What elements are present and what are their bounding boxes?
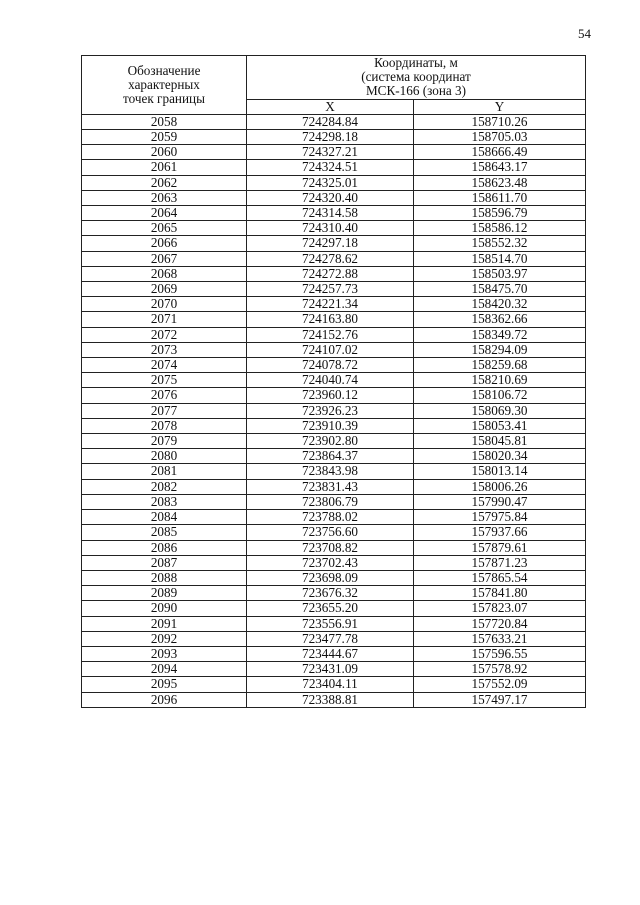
x-cell: 723708.82 [247, 540, 414, 555]
table-row [82, 449, 586, 464]
x-cell: 724297.18 [247, 236, 414, 251]
table-row [82, 403, 586, 418]
point-cell: 2082 [82, 479, 247, 494]
point-cell: 2066 [82, 236, 247, 251]
table-row [82, 494, 586, 509]
table-row [82, 677, 586, 692]
point-cell: 2083 [82, 494, 247, 509]
table-row [82, 631, 586, 646]
y-cell: 158069.30 [414, 403, 586, 418]
table-row [82, 525, 586, 540]
x-cell: 723831.43 [247, 479, 414, 494]
y-cell: 158349.72 [414, 327, 586, 342]
table-row [82, 327, 586, 342]
y-cell: 157596.55 [414, 646, 586, 661]
x-cell: 723388.81 [247, 692, 414, 707]
x-cell: 723676.32 [247, 586, 414, 601]
point-cell: 2078 [82, 418, 247, 433]
x-column-header: X [247, 99, 414, 114]
table-row [82, 373, 586, 388]
y-cell: 158710.26 [414, 114, 586, 129]
point-cell: 2084 [82, 510, 247, 525]
y-cell: 157823.07 [414, 601, 586, 616]
y-cell: 158475.70 [414, 282, 586, 297]
y-cell: 157990.47 [414, 494, 586, 509]
y-cell: 158623.48 [414, 175, 586, 190]
table-row [82, 586, 586, 601]
table-row [82, 616, 586, 631]
y-cell: 157552.09 [414, 677, 586, 692]
table-row [82, 221, 586, 236]
x-cell: 723444.67 [247, 646, 414, 661]
point-cell: 2081 [82, 464, 247, 479]
y-cell: 157865.54 [414, 570, 586, 585]
y-cell: 158259.68 [414, 358, 586, 373]
y-cell: 158362.66 [414, 312, 586, 327]
table-row [82, 692, 586, 707]
table-row [82, 464, 586, 479]
table-row [82, 114, 586, 129]
y-cell: 158210.69 [414, 373, 586, 388]
x-cell: 724310.40 [247, 221, 414, 236]
point-cell: 2072 [82, 327, 247, 342]
point-cell: 2060 [82, 145, 247, 160]
y-cell: 157975.84 [414, 510, 586, 525]
x-cell: 723910.39 [247, 418, 414, 433]
y-cell: 158503.97 [414, 266, 586, 281]
point-header-line: характерных [128, 76, 200, 92]
x-cell: 723756.60 [247, 525, 414, 540]
x-cell: 723864.37 [247, 449, 414, 464]
x-cell: 723655.20 [247, 601, 414, 616]
point-cell: 2089 [82, 586, 247, 601]
y-cell: 158666.49 [414, 145, 586, 160]
table-row [82, 601, 586, 616]
table-row [82, 145, 586, 160]
x-cell: 723960.12 [247, 388, 414, 403]
coords-header-line: (система координат [361, 69, 471, 85]
x-cell: 724320.40 [247, 190, 414, 205]
x-cell: 723404.11 [247, 677, 414, 692]
x-cell: 724298.18 [247, 130, 414, 145]
point-column-header [82, 56, 247, 115]
y-cell: 158420.32 [414, 297, 586, 312]
y-cell: 158006.26 [414, 479, 586, 494]
point-header-line: точек границы [123, 91, 205, 106]
point-cell: 2059 [82, 130, 247, 145]
point-cell: 2086 [82, 540, 247, 555]
y-cell: 158514.70 [414, 251, 586, 266]
table-row [82, 297, 586, 312]
point-cell: 2068 [82, 266, 247, 281]
table-row [82, 555, 586, 570]
table-row [82, 236, 586, 251]
x-cell: 723702.43 [247, 555, 414, 570]
table-row [82, 190, 586, 205]
x-cell: 723843.98 [247, 464, 414, 479]
table-row [82, 175, 586, 190]
point-cell: 2077 [82, 403, 247, 418]
x-cell: 724284.84 [247, 114, 414, 129]
x-cell: 723806.79 [247, 494, 414, 509]
coords-header-line: Координаты, м [374, 55, 458, 70]
table-row [82, 479, 586, 494]
y-cell: 158013.14 [414, 464, 586, 479]
x-cell: 724221.34 [247, 297, 414, 312]
point-cell: 2065 [82, 221, 247, 236]
y-cell: 157633.21 [414, 631, 586, 646]
x-cell: 723698.09 [247, 570, 414, 585]
coordinates-table [81, 55, 586, 708]
point-cell: 2087 [82, 555, 247, 570]
point-cell: 2091 [82, 616, 247, 631]
x-cell: 724272.88 [247, 266, 414, 281]
point-cell: 2062 [82, 175, 247, 190]
x-cell: 723477.78 [247, 631, 414, 646]
point-cell: 2095 [82, 677, 247, 692]
point-cell: 2070 [82, 297, 247, 312]
point-cell: 2063 [82, 190, 247, 205]
point-cell: 2094 [82, 662, 247, 677]
table-row [82, 646, 586, 661]
table-row [82, 266, 586, 281]
point-cell: 2076 [82, 388, 247, 403]
point-cell: 2090 [82, 601, 247, 616]
coords-header-line: МСК-166 (зона 3) [365, 83, 467, 99]
coordinates-header [247, 56, 586, 100]
table-row [82, 540, 586, 555]
y-cell: 157879.61 [414, 540, 586, 555]
point-cell: 2085 [82, 525, 247, 540]
table-row [82, 388, 586, 403]
x-cell: 723556.91 [247, 616, 414, 631]
y-cell: 158106.72 [414, 388, 586, 403]
point-cell: 2079 [82, 434, 247, 449]
y-cell: 158705.03 [414, 130, 586, 145]
x-cell: 723926.23 [247, 403, 414, 418]
y-cell: 157871.23 [414, 555, 586, 570]
point-cell: 2073 [82, 342, 247, 357]
x-cell: 724163.80 [247, 312, 414, 327]
table-row [82, 282, 586, 297]
table-row [82, 342, 586, 357]
y-cell: 158552.32 [414, 236, 586, 251]
table-row [82, 358, 586, 373]
table-row [82, 206, 586, 221]
y-cell: 158020.34 [414, 449, 586, 464]
x-cell: 724324.51 [247, 160, 414, 175]
point-cell: 2064 [82, 206, 247, 221]
table-row [82, 570, 586, 585]
y-cell: 158045.81 [414, 434, 586, 449]
point-cell: 2075 [82, 373, 247, 388]
point-cell: 2088 [82, 570, 247, 585]
y-cell: 157841.80 [414, 586, 586, 601]
table-row [82, 312, 586, 327]
y-cell: 158294.09 [414, 342, 586, 357]
y-cell: 157937.66 [414, 525, 586, 540]
x-cell: 724040.74 [247, 373, 414, 388]
y-cell: 157720.84 [414, 616, 586, 631]
table-row [82, 418, 586, 433]
x-cell: 723902.80 [247, 434, 414, 449]
point-cell: 2080 [82, 449, 247, 464]
point-header-line: Обозначение [127, 62, 201, 78]
point-cell: 2093 [82, 646, 247, 661]
point-cell: 2071 [82, 312, 247, 327]
x-cell: 724325.01 [247, 175, 414, 190]
y-column-header: Y [414, 99, 586, 114]
table-body [82, 114, 586, 707]
y-cell: 158643.17 [414, 160, 586, 175]
x-cell: 724314.58 [247, 206, 414, 221]
point-cell: 2058 [82, 114, 247, 129]
point-cell: 2069 [82, 282, 247, 297]
y-cell: 158596.79 [414, 206, 586, 221]
point-cell: 2092 [82, 631, 247, 646]
y-cell: 158586.12 [414, 221, 586, 236]
y-cell: 158611.70 [414, 190, 586, 205]
table-row [82, 160, 586, 175]
table-row [82, 662, 586, 677]
x-cell: 723788.02 [247, 510, 414, 525]
x-cell: 724107.02 [247, 342, 414, 357]
x-cell: 724078.72 [247, 358, 414, 373]
x-cell: 724327.21 [247, 145, 414, 160]
x-cell: 723431.09 [247, 662, 414, 677]
point-cell: 2061 [82, 160, 247, 175]
x-cell: 724257.73 [247, 282, 414, 297]
table-header [82, 56, 586, 115]
y-cell: 157578.92 [414, 662, 586, 677]
table-row [82, 130, 586, 145]
point-cell: 2074 [82, 358, 247, 373]
point-cell: 2067 [82, 251, 247, 266]
table-row [82, 251, 586, 266]
page-number: 54 [578, 26, 591, 41]
x-cell: 724278.62 [247, 251, 414, 266]
y-cell: 158053.41 [414, 418, 586, 433]
table-row [82, 434, 586, 449]
y-cell: 157497.17 [414, 692, 586, 707]
x-cell: 724152.76 [247, 327, 414, 342]
table-row [82, 510, 586, 525]
point-cell: 2096 [82, 692, 247, 707]
